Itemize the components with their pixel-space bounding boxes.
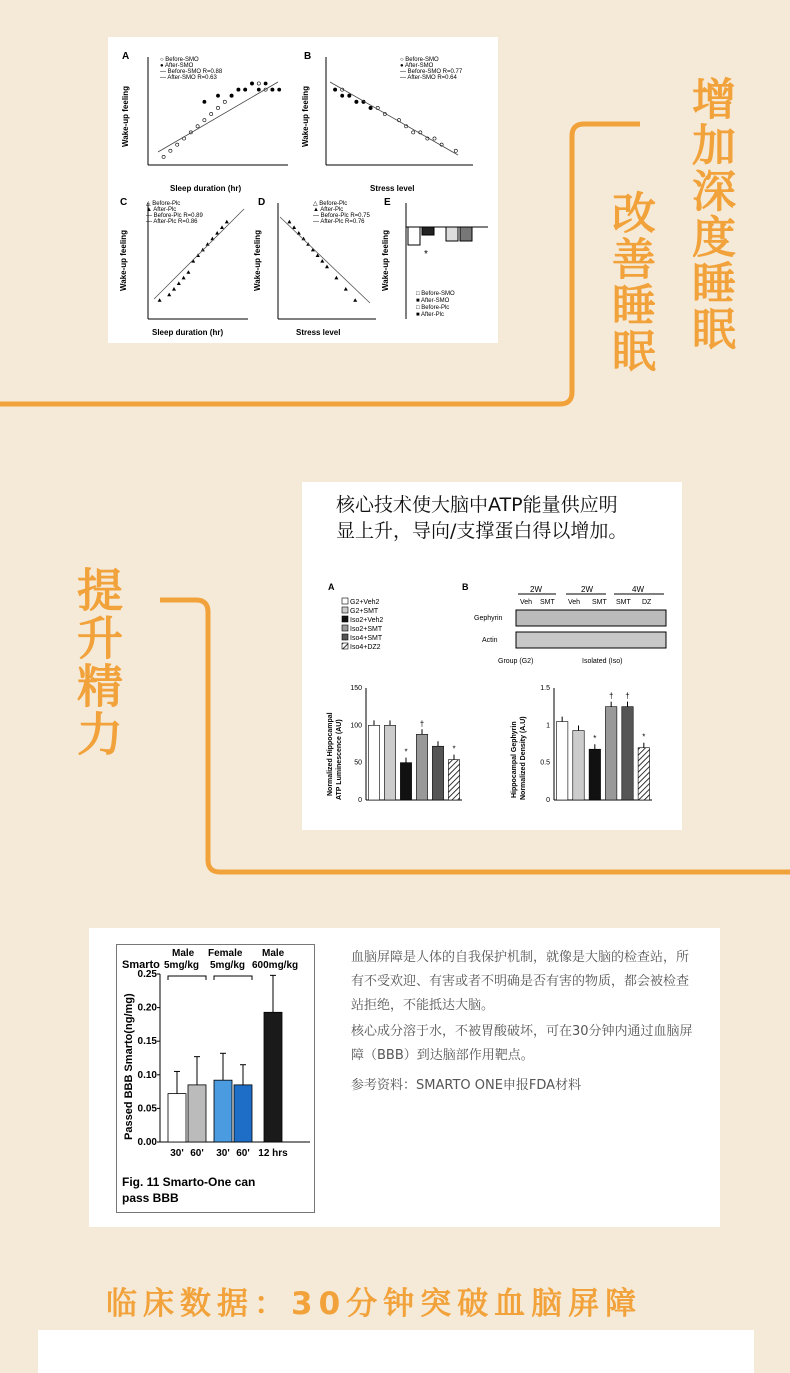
panel-c-label: C — [120, 197, 128, 208]
bottom-card — [38, 1330, 754, 1373]
panel-b-legend-4: — After-SMO R=0.64 — [400, 75, 457, 81]
panel-d-xlabel: Stress level — [296, 328, 341, 337]
atp-a-bars — [350, 685, 459, 804]
bbb-y-tick: 0.10 — [137, 1069, 157, 1081]
blot-lane-smt: SMT — [540, 599, 555, 606]
bbb-group-1-a: Male — [172, 948, 195, 959]
atp-legend-swatch — [342, 607, 348, 613]
bbb-ylabel: Passed BBB Smarto(ng/mg) — [123, 993, 135, 1140]
panel-b-label: B — [304, 51, 312, 62]
blot-2w-2: 2W — [581, 585, 593, 594]
y-tick-label: 0.5 — [540, 759, 550, 767]
y-tick-label: 0 — [358, 797, 362, 804]
panel-d-legend-3: — Before-Plc R=0.75 — [313, 213, 370, 219]
bbb-bar — [214, 1080, 232, 1142]
heading-improve-sleep: 改善睡眠 — [604, 190, 655, 374]
bar-annotation: † — [608, 691, 614, 701]
bbb-paragraph-2: 核心成分溶于水，不被胃酸破坏，可在30分钟内通过血脑屏障（BBB）到达脑部作用靶点。 — [351, 1024, 693, 1063]
atp-a-ylabel: Normalized Hippocampal — [327, 712, 334, 796]
atp-legend-label: Iso4+DZ2 — [350, 644, 381, 651]
panel-b-legend-3: — Before-SMO R=0.77 — [400, 69, 463, 75]
bbb-x-label: 30' — [216, 1148, 230, 1159]
heading-boost-energy: 提升精力 — [70, 566, 124, 758]
panel-d-legend-2: ▲ After-Plc — [313, 207, 344, 213]
panel-a-legend-1: ○ Before-SMO — [160, 57, 199, 63]
bar — [556, 722, 567, 800]
bar — [400, 763, 411, 800]
a-point — [250, 82, 253, 85]
bbb-bar — [168, 1094, 186, 1142]
bar-annotation: * — [593, 734, 597, 744]
panel-c-legend-4: — After-Plc R=0.86 — [146, 219, 198, 225]
atp-caption: 核心技术使大脑中ATP能量供应明显上升，导向/支撑蛋白得以增加。 — [336, 494, 628, 542]
bottom-title: 临床数据：30分钟突破血脑屏障 — [106, 1286, 643, 1322]
bar-annotation: † — [419, 719, 425, 729]
blot-4w: 4W — [632, 585, 644, 594]
blot-lane-veh: Veh — [520, 599, 533, 606]
bbb-fig-title-1: Fig. 11 Smarto-One can — [122, 1175, 256, 1189]
a-point — [216, 94, 219, 97]
bar-annotation: * — [404, 747, 408, 757]
bbb-figure — [116, 944, 316, 1214]
atp-legend-swatch — [342, 625, 348, 631]
atp-legend-label: G2+SMT — [350, 608, 379, 615]
bar-annotation: † — [625, 691, 630, 701]
panel-d-label: D — [258, 197, 266, 208]
y-tick-label: 50 — [354, 759, 362, 767]
blot-lane-smt-2: SMT — [592, 599, 607, 606]
panel-e-legend-4: ■ After-Plc — [416, 312, 444, 318]
panel-c-legend-3: — Before-Plc R=0.89 — [146, 213, 203, 219]
panel-b-ylabel: Wake-up feeling — [301, 85, 310, 147]
panel-c-legend-1: △ Before-Plc — [146, 201, 181, 207]
bar — [368, 725, 379, 800]
a-point — [244, 88, 247, 91]
bar — [448, 760, 459, 800]
bbb-group-3-b: 600mg/kg — [252, 960, 299, 971]
bbb-group-2-b: 5mg/kg — [210, 960, 246, 971]
bar — [638, 748, 649, 800]
a-point — [257, 82, 260, 85]
bbb-group-3-a: Male — [262, 948, 285, 959]
bar — [622, 707, 633, 800]
panel-c-ylabel: Wake-up feeling — [119, 229, 128, 291]
atp-legend-swatch — [342, 616, 348, 622]
atp-legend-label: Iso4+SMT — [350, 635, 383, 642]
panel-b-xlabel: Stress level — [370, 184, 415, 193]
panel-a-label: A — [122, 51, 130, 62]
bbb-y-tick: 0.20 — [137, 1002, 157, 1014]
bbb-x-label: 60' — [236, 1148, 250, 1159]
panel-e-ylabel: Wake-up feeling — [381, 229, 390, 291]
b-point — [369, 106, 372, 109]
atp-legend-label: Iso2+Veh2 — [350, 617, 384, 624]
y-tick-label: 150 — [350, 685, 362, 692]
panel-e-legend-2: ■ After-SMO — [416, 298, 450, 304]
atp-b-bars — [540, 685, 649, 804]
a-point — [271, 88, 274, 91]
panel-e-legend-1: □ Before-SMO — [416, 291, 455, 297]
bracket-top — [0, 118, 790, 418]
panel-b-legend-2: ● After-SMO — [400, 63, 434, 69]
bbb-group-2-a: Female — [208, 948, 243, 959]
bbb-y-tick: 0.25 — [137, 969, 157, 980]
bbb-bar — [188, 1085, 206, 1142]
bar-annotation: * — [642, 732, 646, 742]
bar — [384, 725, 395, 800]
b-point — [355, 100, 358, 103]
a-point — [230, 94, 233, 97]
blot-group-iso: Isolated (Iso) — [582, 658, 623, 665]
blot-2w-1: 2W — [530, 585, 542, 594]
bbb-x-label: 12 hrs — [258, 1148, 288, 1159]
b-point — [341, 94, 344, 97]
atp-legend-swatch — [342, 634, 348, 640]
panel-c-xlabel: Sleep duration (hr) — [152, 328, 224, 337]
bbb-y-tick: 0.00 — [137, 1137, 157, 1148]
atp-card — [302, 482, 682, 830]
atp-legend-label: G2+Veh2 — [350, 599, 380, 606]
panel-a-xlabel: Sleep duration (hr) — [170, 184, 242, 193]
blot-row-gephyrin: Gephyrin — [474, 615, 503, 622]
a-point — [216, 106, 219, 109]
atp-panel-a-label: A — [328, 582, 335, 592]
atp-panel-b-label: B — [462, 582, 469, 592]
panel-a-ylabel: Wake-up feeling — [121, 85, 130, 147]
atp-b-ylabel-2: Normalized Density (A.U) — [520, 716, 527, 800]
panel-d-legend-1: △ Before-Plc — [313, 201, 348, 207]
atp-blot — [474, 585, 666, 665]
bar — [432, 746, 443, 800]
bar — [573, 731, 584, 800]
blot-lane-dz: DZ — [642, 599, 652, 606]
bbb-x-label: 60' — [190, 1148, 204, 1159]
bbb-fig-title-2: pass BBB — [122, 1191, 179, 1205]
a-point — [223, 100, 226, 103]
atp-legend-swatch — [342, 643, 348, 649]
panel-a-legend-4: — After-SMO R=0.63 — [160, 75, 217, 81]
blot-lane-veh-2: Veh — [568, 599, 581, 606]
panel-e-legend-3: □ Before-Plc — [416, 305, 450, 311]
atp-legend-swatch — [342, 598, 348, 604]
y-tick-label: 0 — [546, 797, 550, 804]
bbb-bar — [234, 1085, 252, 1142]
a-point — [210, 112, 213, 115]
a-point — [257, 88, 260, 91]
atp-legend-label: Iso2+SMT — [350, 626, 383, 633]
bbb-bar — [264, 1012, 282, 1142]
y-tick-label: 1.5 — [540, 685, 550, 692]
y-tick-label: 1 — [546, 722, 550, 730]
a-point — [278, 88, 281, 91]
bbb-y-tick: 0.05 — [137, 1103, 157, 1115]
a-point — [237, 88, 240, 91]
bbb-y-tick: 0.15 — [137, 1036, 157, 1048]
panel-d-legend-4: — After-Plc R=0.76 — [313, 219, 365, 225]
a-point — [203, 100, 206, 103]
bbb-card — [89, 928, 720, 1227]
atp-figure — [302, 576, 682, 830]
b-point — [334, 88, 337, 91]
blot-lane-smt-3: SMT — [616, 599, 631, 606]
panel-b-legend-1: ○ Before-SMO — [400, 57, 439, 63]
panel-a-legend-3: — Before-SMO R=0.88 — [160, 69, 223, 75]
bbb-smarto-label: Smarto — [122, 959, 160, 971]
panel-d-ylabel: Wake-up feeling — [253, 229, 262, 291]
panel-e-label: E — [384, 197, 391, 208]
bar — [605, 707, 616, 800]
bar — [416, 734, 427, 800]
bar — [589, 749, 600, 800]
b-point — [348, 94, 351, 97]
atp-a-ylabel-2: ATP Luminescence (AU) — [336, 719, 343, 800]
bar-annotation: * — [452, 744, 456, 754]
y-tick-label: 100 — [350, 722, 362, 730]
panel-c-legend-2: ▲ After-Plc — [146, 207, 177, 213]
atp-b-ylabel: Hippocampal Gephyrin — [511, 721, 518, 798]
bbb-x-label: 30' — [170, 1148, 184, 1159]
bbb-reference: 参考资料：SMARTO ONE申报FDA材料 — [351, 1078, 582, 1093]
atp-legend — [342, 598, 383, 651]
bbb-group-1-b: 5mg/kg — [164, 960, 200, 971]
a-point — [264, 82, 267, 85]
bbb-paragraph-1: 血脑屏障是人体的自我保护机制，就像是大脑的检查站，所有不受欢迎、有害或者不明确是否有害的物质，都会被检查站拒绝，不能抵达大脑。 — [351, 950, 690, 1013]
blot-row-actin: Actin — [482, 637, 498, 644]
panel-a-legend-2: ● After-SMO — [160, 63, 194, 69]
heading-deep-sleep: 增加深度睡眠 — [684, 76, 735, 352]
blot-group-g2: Group (G2) — [498, 658, 534, 665]
panel-e-star: * — [424, 249, 428, 260]
